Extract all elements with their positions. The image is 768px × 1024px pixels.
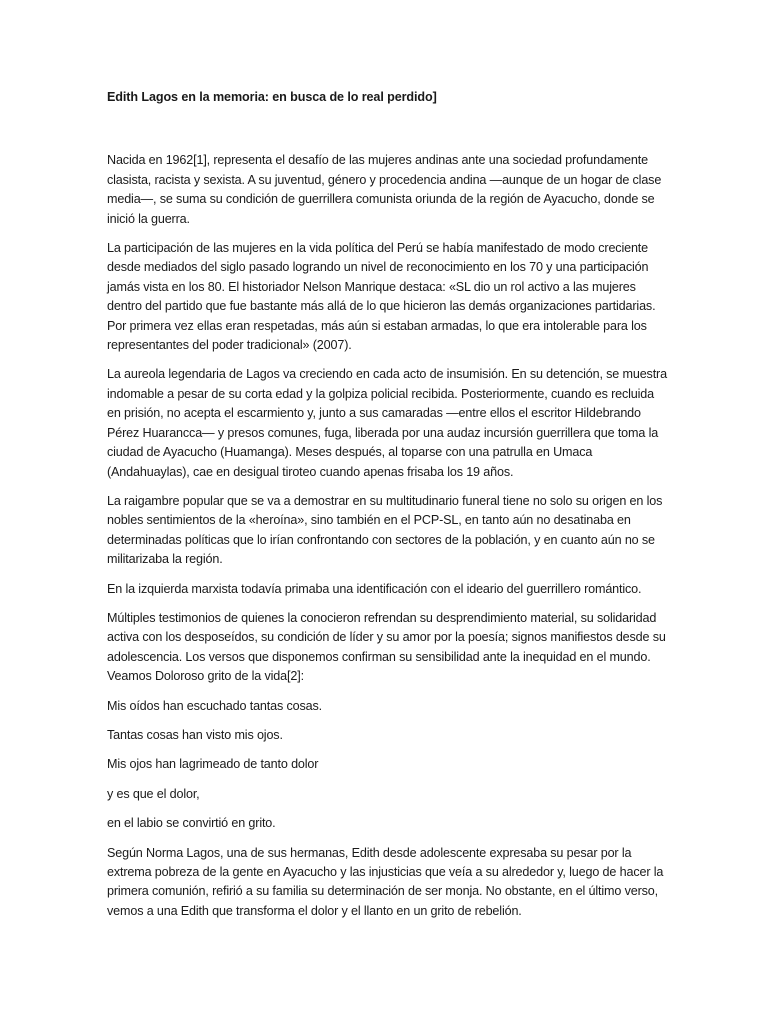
verse-line: Mis oídos han escuchado tantas cosas. [107, 698, 322, 713]
paragraph-legend: La aureola legendaria de Lagos va creciendo en cada acto de insumisión. En su detención, se muestra indomable a pesar de su corta edad y la golpiza policial recibida. Posteriormente, cuando es recluida en prisión, no acepta el escarmiento y, junto a sus camaradas —entre ellos el escritor Hildebrando Pérez Huarancca— y presos comunes, fuga, liberada por una audaz incursión guerrillera que toma la ciudad de Ayacucho (Huamanga). Meses después, al toparse con una patrulla en Umaca (Andahuaylas), cae en desigual tiroteo cuando apenas frisaba los 19 años. [107, 367, 667, 479]
paragraph-closing: Según Norma Lagos, una de sus hermanas, Edith desde adolescente expresaba su pesar por la extrema pobreza de la gente en Ayacucho y las injusticias que veía a su alrededor y, luego de hacer la primera comunión, refirió a su familia su determinación de ser monja. No obstante, en el último verso, vemos a una Edith que transforma el dolor y el llanto en un grito de rebelión. [107, 845, 664, 918]
title-spacer [107, 107, 667, 151]
verse-line: Mis ojos han lagrimeado de tanto dolor [107, 757, 319, 772]
paragraph-birth: Nacida en 1962[1], representa el desafío de las mujeres andinas ante una sociedad profundamente clasista, racista y sexista. A su juventud, género y procedencia andina —aunque de un hogar de clase media—, se suma su condición de guerrillera comunista oriunda de la región de Ayacucho, donde se inició la guerra. [107, 153, 662, 226]
document-page [107, 88, 667, 931]
verse-line: en el labio se convirtió en grito. [107, 816, 276, 831]
document-title: Edith Lagos en la memoria: en busca de lo real perdido] [107, 90, 437, 104]
verse-line: y es que el dolor, [107, 786, 200, 801]
paragraph-testimonies: Múltiples testimonios de quienes la conocieron refrendan su desprendimiento material, su solidaridad activa con los desposeídos, su condición de líder y su amor por la poesía; signos manifiestos desde su adolescencia. Los versos que disponemos confirman su sensibilidad ante la inequidad en el mundo. Veamos Doloroso grito de la vida[2]: [107, 610, 666, 684]
paragraph-women-participation: La participación de las mujeres en la vida política del Perú se había manifestado de modo creciente desde mediados del siglo pasado logrando un nivel de reconocimiento en los 70 y una participación jamás vista en los 80. El historiador Nelson Manrique destaca: «SL dio un rol activo a las mujeres dentro del partido que fue bastante más allá de lo que hicieron las demás organizaciones partidarias. Por primera vez ellas eran respetadas, más aún si estaban armadas, lo que era intolerable para los representantes del poder tradicional» (2007). [107, 241, 656, 353]
paragraph-marxist-left: En la izquierda marxista todavía primaba una identificación con el ideario del guerrillero romántico. [107, 581, 642, 596]
verse-line: Tantas cosas han visto mis ojos. [107, 727, 283, 742]
paragraph-popular-roots: La raigambre popular que se va a demostrar en su multitudinario funeral tiene no solo su origen en los nobles sentimientos de la «heroína», sino también en el PCP-SL, en tanto aún no desatinaba en determinadas políticas que lo irían confrontando con sectores de la población, y en cuanto aún no se militarizaba la región. [107, 493, 663, 567]
